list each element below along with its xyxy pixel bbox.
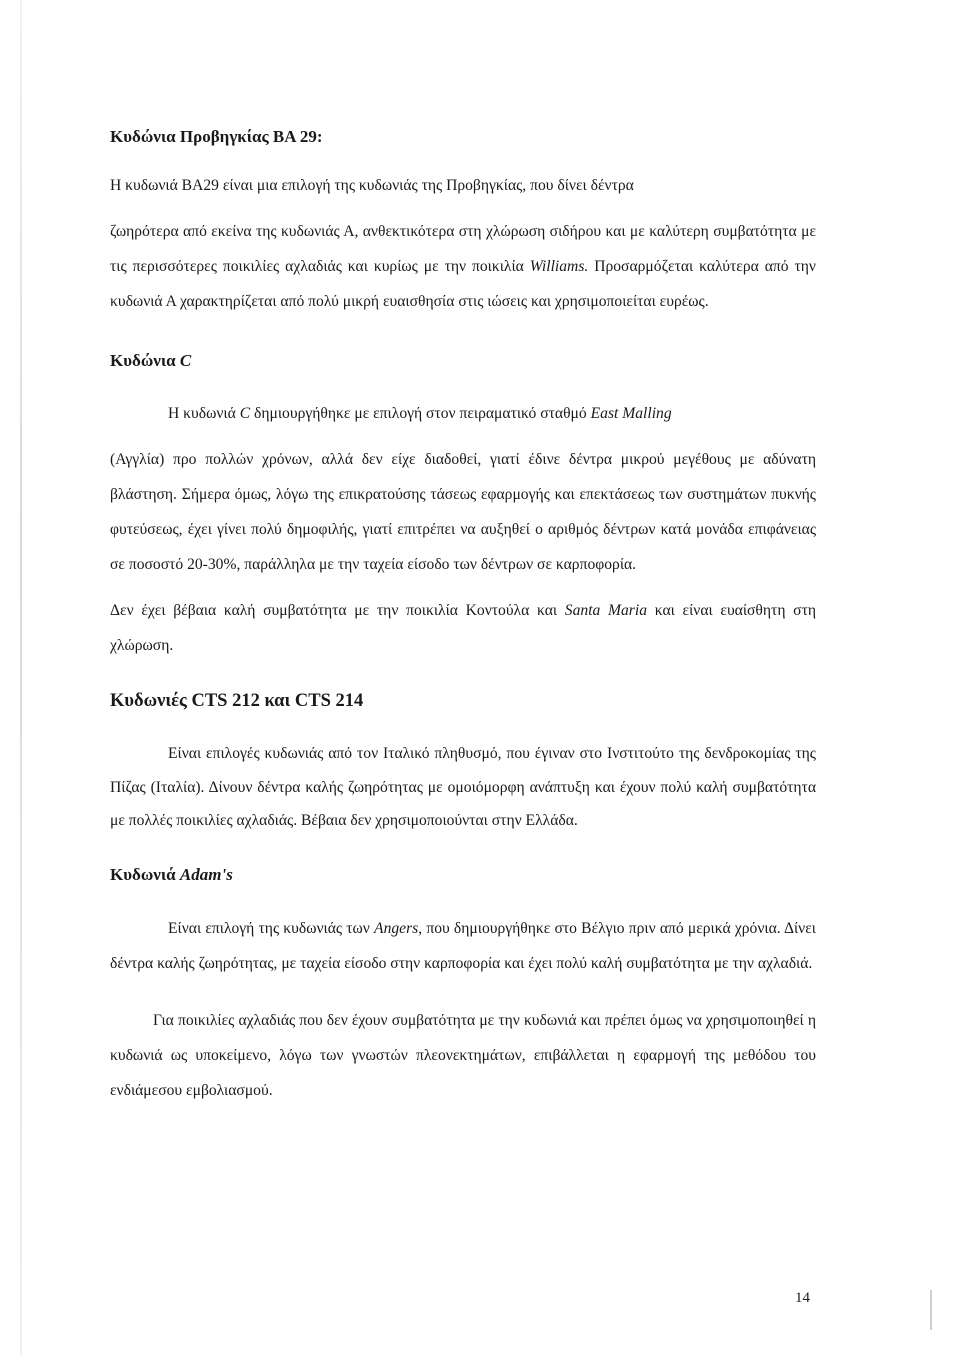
scan-edge-left (20, 0, 22, 1355)
ba29-text-2: Προσαρμόζεται καλύτερα από την κυδωνιά Α χαρακτηρίζεται από πολύ μικρή ευαισθησία στις ιώσεις και χρησιμοποιείται ευρέως. (110, 258, 816, 310)
cts-paragraph: Είναι επιλογές κυδωνιάς από τον Ιταλικό πληθυσμό, που έγιναν στο Ινστιτούτο της δενδροκομίας της Πίζας (Ιταλία). Δίνουν δέντρα καλής ζωηρότητας με ομοιόμορφη ανάπτυξη και έχουν πολύ καλή συμβατότητα με πολλές ποικιλίες αχλαδιάς. Βέβαια δεν χρησιμοποιούνται στην Ελλάδα. (110, 745, 816, 829)
santa-maria-variety: Santa Maria (564, 602, 648, 619)
heading-adams-name: Adam's (179, 864, 233, 884)
ba29-paragraph (110, 214, 816, 319)
ba29-intro-line: Η κυδωνιά ΒΑ29 είναι μια επιλογή της κυδωνιάς της Προβηγκίας, που δίνει δέντρα (110, 177, 634, 194)
heading-provence-ba29: Κυδώνια Προβηγκίας ΒΑ 29: (110, 127, 323, 146)
heading-quince-adams (110, 860, 816, 890)
heading-quince-c-prefix: Κυδώνια (110, 351, 176, 370)
closing-paragraph: Για ποικιλίες αχλαδιάς που δεν έχουν συμβατότητα με την κυδωνιά και πρέπει όμως να χρησιμοποιηθεί η κυδωνιά ως υποκείμενο, λόγω των γνωστών πλεονεκτημάτων, επιβάλλεται η εφαρμογή της μεθόδου του ενδιάμεσου εμβολιασμού. (110, 1011, 816, 1099)
quince-c-note-1: Δεν έχει βέβαια καλή συμβατότητα με την ποικιλία Κοντούλα και (110, 602, 558, 619)
document-page (110, 122, 816, 1108)
heading-quince-c-letter: C (179, 351, 192, 370)
heading-quince-c (110, 346, 816, 376)
quince-c-intro (110, 396, 816, 431)
quince-c-note (110, 593, 816, 663)
williams-variety: Williams. (529, 258, 589, 275)
quince-c-text-2: δημιουργήθηκε με επιλογή στον πειραματικό σταθμό (254, 405, 587, 422)
heading-cts-212-214: Κυδωνιές CTS 212 και CTS 214 (110, 691, 364, 711)
adams-text-2: , που δημιουργήθηκε στο Βέλγιο πριν από μερικά χρόνια. Δίνει δέντρα καλής ζωηρότητας, με ταχεία είσοδο στην καρποφορία και έχει πολύ καλή συμβατότητα με την αχλαδιά. (110, 919, 816, 972)
quince-c-letter: C (239, 405, 251, 422)
scan-edge-right (930, 1290, 932, 1330)
east-malling-station: East Malling (590, 405, 672, 422)
page-number: 14 (795, 1290, 810, 1306)
ba29-text-1: ζωηρότερα από εκείνα της κυδωνιάς Α, ανθεκτικότερα στη χλώρωση σιδήρου και με καλύτερη συμβατότητα με τις περισσότερες ποικιλίες αχλαδιάς και κυρίως με την ποικιλία (110, 223, 816, 275)
quince-c-text-1: Η κυδωνιά (168, 405, 236, 422)
angers-name: Angers (374, 919, 419, 937)
quince-c-paragraph: (Αγγλία) προ πολλών χρόνων, αλλά δεν είχε διαδοθεί, γιατί έδινε δέντρα μικρού μεγέθους με αδύνατη βλάστηση. Σήμερα όμως, λόγω της επικρατούσης τάσεως εφαρμογής και επεκτάσεως των συστημάτων πυκνής φυτεύσεως, έχει γίνει πολύ δημοφιλής, γιατί επιτρέπει να αυξηθεί ο αριθμός δέντρων κατά μονάδα επιφάνειας σε ποσοστό 20-30%, παράλληλα με την ταχεία είσοδο των δέντρων σε καρποφορία. (110, 451, 816, 573)
heading-adams-prefix: Κυδωνιά (110, 864, 176, 884)
quince-c-note-2: και είναι ευαίσθητη στη χλώρωση. (110, 602, 817, 654)
adams-paragraph (110, 911, 816, 981)
adams-text-1: Είναι επιλογή της κυδωνιάς των (168, 919, 370, 937)
